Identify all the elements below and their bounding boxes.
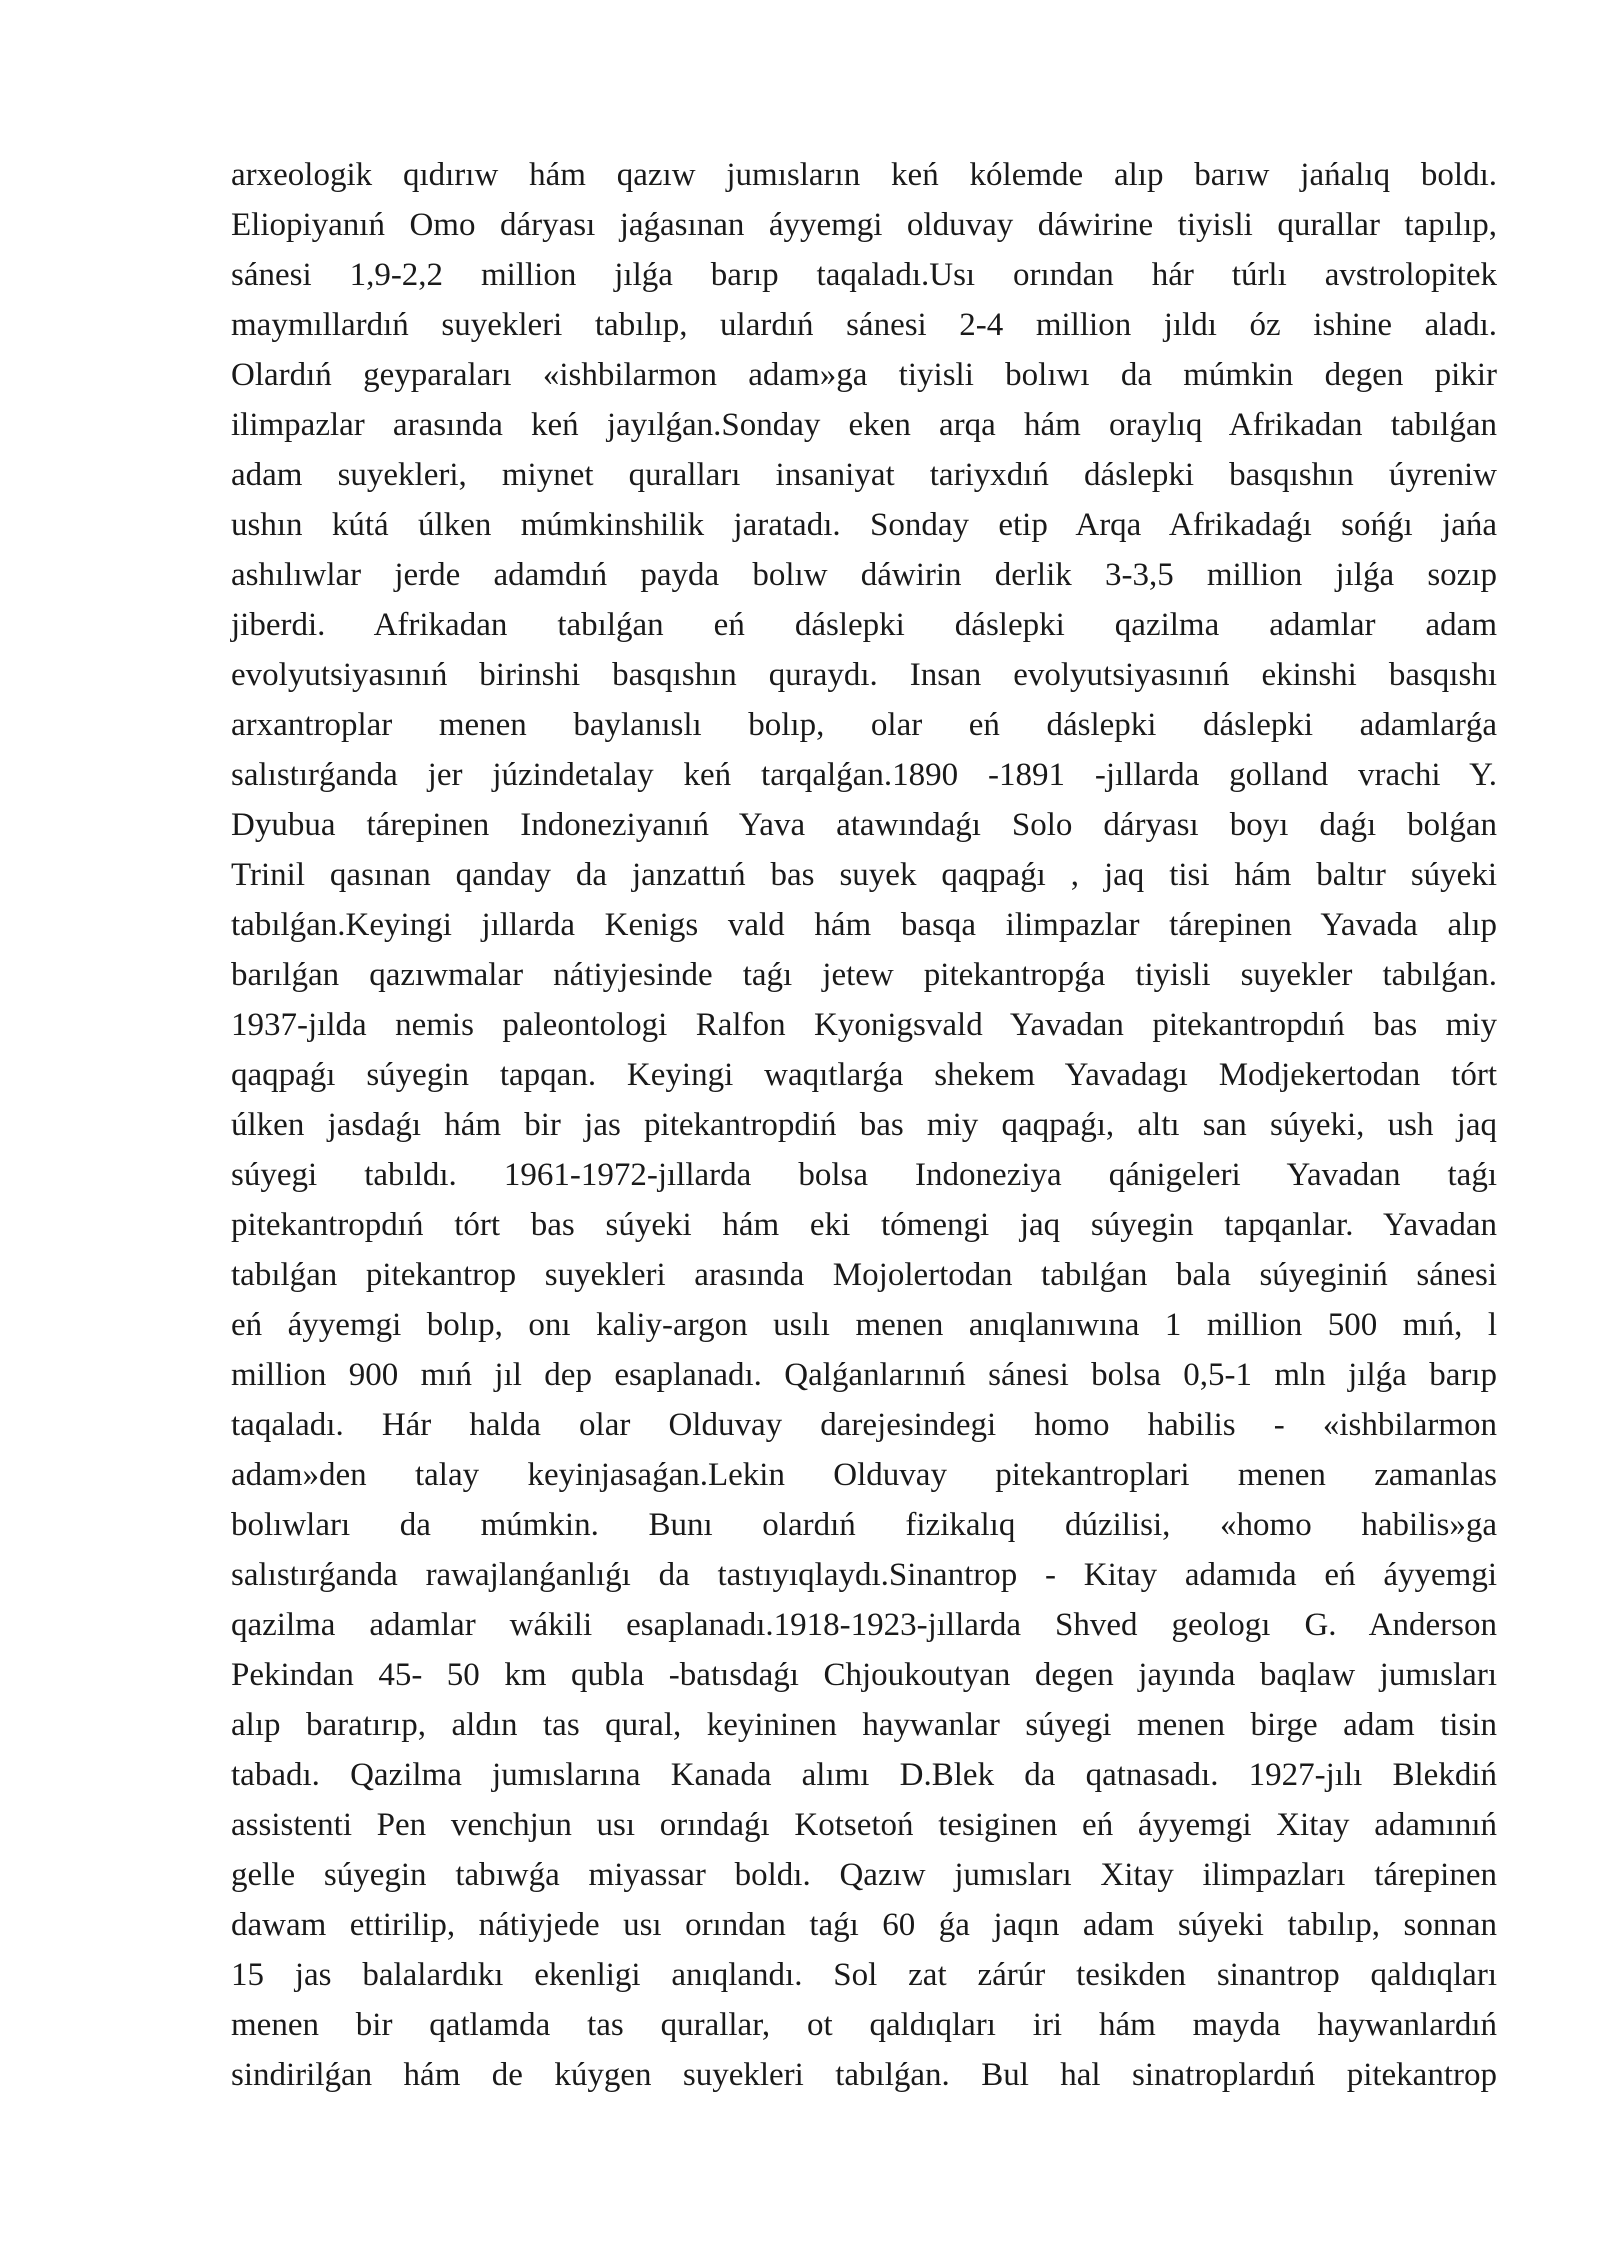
text-line: million 900 mıń jıl dep esaplanadı. Qalǵanlarınıń sánesi bolsa 0,5-1 mln jılǵa barıp <box>231 1357 1497 1393</box>
text-line: 15 jas balalardıkı ekenligi anıqlandı. Sol zat zárúr tesikden sinantrop qaldıqları <box>231 1957 1497 1993</box>
text-line: menen bir qatlamda tas qurallar, ot qaldıqları iri hám mayda haywanlardıń <box>231 2007 1497 2043</box>
text-line: taqaladı. Hár halda olar Olduvay darejesindegi homo habilis - «ishbilarmon <box>231 1407 1497 1443</box>
text-line: qazilma adamlar wákili esaplanadı.1918-1923-jıllarda Shved geologı G. Anderson <box>231 1607 1497 1643</box>
text-line: Dyubua tárepinen Indoneziyanıń Yava atawındaǵı Solo dáryası boyı daǵı bolǵan <box>231 807 1497 843</box>
text-line: salıstırǵanda jer júzindetalay keń tarqalǵan.1890 -1891 -jıllarda golland vrachi Y. <box>231 757 1497 793</box>
text-line: bolıwları da múmkin. Bunı olardıń fizikalıq dúzilisi, «homo habilis»ga <box>231 1507 1497 1543</box>
text-line: arxeologik qıdırıw hám qazıw jumısların keń kólemde alıp barıw jańalıq boldı. <box>231 157 1497 193</box>
text-line: ashılıwlar jerde adamdıń payda bolıw dáwirin derlik 3-3,5 million jılǵa sozıp <box>231 557 1497 593</box>
text-line: ushın kútá úlken múmkinshilik jaratadı. Sonday etip Arqa Afrikadaǵı sońǵı jańa <box>231 507 1497 543</box>
text-line: tabadı. Qazilma jumıslarına Kanada alımı D.Blek da qatnasadı. 1927-jılı Blekdiń <box>231 1757 1497 1793</box>
text-line: pitekantropdıń tórt bas súyeki hám eki tómengi jaq súyegin tapqanlar. Yavadan <box>231 1207 1497 1243</box>
text-line: salıstırǵanda rawajlanǵanlıǵı da tastıyıqlaydı.Sinantrop - Kitay adamıda eń áyyemgi <box>231 1557 1497 1593</box>
text-line: Trinil qasınan qanday da janzattıń bas suyek qaqpaǵı , jaq tisi hám baltır súyeki <box>231 857 1497 893</box>
text-line: arxantroplar menen baylanıslı bolıp, olar eń dáslepki dáslepki adamlarǵa <box>231 707 1497 743</box>
text-line: barılǵan qazıwmalar nátiyjesinde taǵı jetew pitekantropǵa tiyisli suyekler tabılǵan. <box>231 957 1497 993</box>
text-line: Eliopiyanıń Omo dáryası jaǵasınan áyyemgi olduvay dáwirine tiyisli qurallar tapılıp, <box>231 207 1497 243</box>
text-line: assistenti Pen venchjun usı orındaǵı Kotsetoń tesiginen eń áyyemgi Xitay adamınıń <box>231 1807 1497 1843</box>
text-line: qaqpaǵı súyegin tapqan. Keyingi waqıtlarǵa shekem Yavadagı Modjekertodan tórt <box>231 1057 1497 1093</box>
text-line: eń áyyemgi bolıp, onı kaliy-argon usılı menen anıqlanıwına 1 million 500 mıń, l <box>231 1307 1497 1343</box>
text-line: sánesi 1,9-2,2 million jılǵa barıp taqaladı.Usı orından hár túrlı avstrolopitek <box>231 257 1497 293</box>
text-line: alıp baratırıp, aldın tas qural, keyininen haywanlar súyegi menen birge adam tisin <box>231 1707 1497 1743</box>
text-line: 1937-jılda nemis paleontologi Ralfon Kyonigsvald Yavadan pitekantropdıń bas miy <box>231 1007 1497 1043</box>
text-line: gelle súyegin tabıwǵa miyassar boldı. Qazıw jumısları Xitay ilimpazları tárepinen <box>231 1857 1497 1893</box>
text-line: tabılǵan.Keyingi jıllarda Kenigs vald hám basqa ilimpazlar tárepinen Yavada alıp <box>231 907 1497 943</box>
text-line: ilimpazlar arasında keń jayılǵan.Sonday eken arqa hám oraylıq Afrikadan tabılǵan <box>231 407 1497 443</box>
body-text <box>231 150 1497 2100</box>
text-line: evolyutsiyasınıń birinshi basqıshın quraydı. Insan evolyutsiyasınıń ekinshi basqıshı <box>231 657 1497 693</box>
text-line: Pekindan 45- 50 km qubla -batısdaǵı Chjoukoutyan degen jayında baqlaw jumısları <box>231 1657 1497 1693</box>
text-line: jiberdi. Afrikadan tabılǵan eń dáslepki dáslepki qazilma adamlar adam <box>231 607 1497 643</box>
text-line: adam»den talay keyinjasaǵan.Lekin Olduvay pitekantroplari menen zamanlas <box>231 1457 1497 1493</box>
text-line: úlken jasdaǵı hám bir jas pitekantropdiń bas miy qaqpaǵı, altı san súyeki, ush jaq <box>231 1107 1497 1143</box>
text-line: súyegi tabıldı. 1961-1972-jıllarda bolsa Indoneziya qánigeleri Yavadan taǵı <box>231 1157 1497 1193</box>
text-line: tabılǵan pitekantrop suyekleri arasında Mojolertodan tabılǵan bala súyeginiń sánesi <box>231 1257 1497 1293</box>
text-line: Olardıń geyparaları «ishbilarmon adam»ga tiyisli bolıwı da múmkin degen pikir <box>231 357 1497 393</box>
text-line: adam suyekleri, miynet quralları insaniyat tariyxdıń dáslepki basqıshın úyreniw <box>231 457 1497 493</box>
text-line: sindirilǵan hám de kúygen suyekleri tabılǵan. Bul hal sinatroplardıń pitekantrop <box>231 2057 1497 2093</box>
text-line: maymıllardıń suyekleri tabılıp, ulardıń sánesi 2-4 million jıldı óz ishine aladı. <box>231 307 1497 343</box>
text-line: dawam ettirilip, nátiyjede usı orından taǵı 60 ǵa jaqın adam súyeki tabılıp, sonnan <box>231 1907 1497 1943</box>
